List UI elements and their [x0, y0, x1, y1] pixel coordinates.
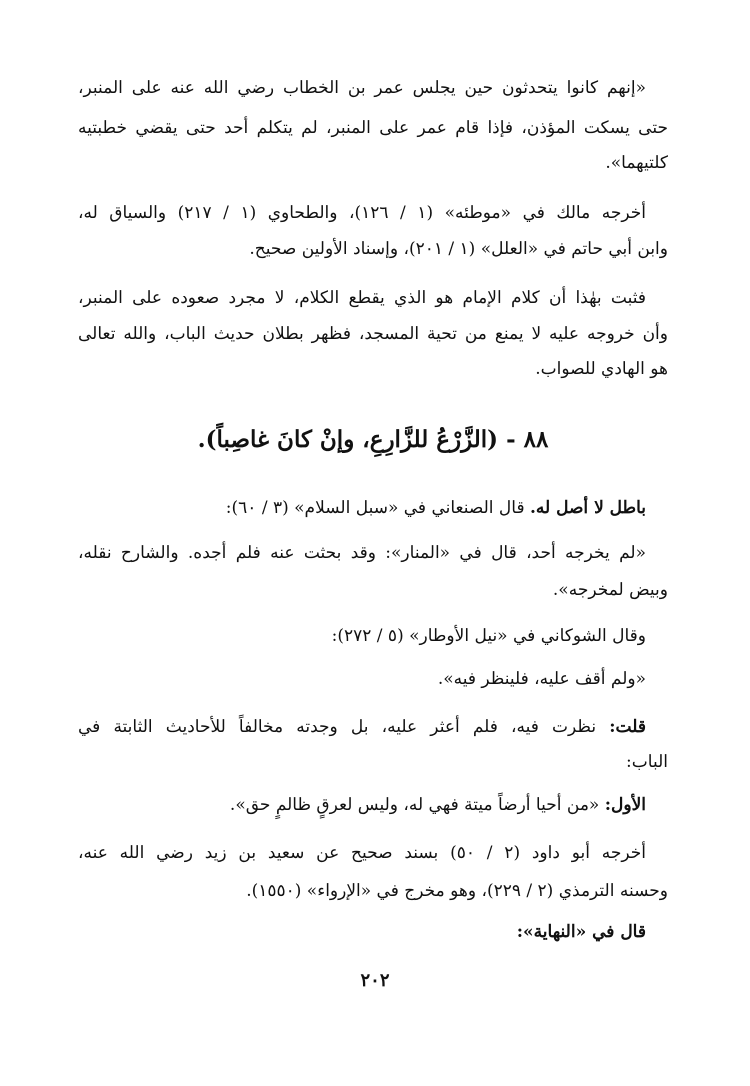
text-line: وابن أبي حاتم في «العلل» (١ / ٢٠١)، وإسناد الأولين صحيح. — [249, 239, 668, 259]
verdict-label: باطل لا أصل له. — [529, 498, 646, 518]
text-line: «لم يخرجه أحد، قال في «المنار»: وقد بحثت عنه فلم أجده. والشارح نقله، — [78, 543, 646, 563]
text-line: أخرجه أبو داود (٢ / ٥٠) بسند صحيح عن سعيد بن زيد رضي الله عنه، — [78, 843, 646, 863]
text-line: وحسنه الترمذي (٢ / ٢٢٩)، وهو مخرج في «الإرواء» (١٥٥٠). — [246, 881, 668, 901]
text-line: كلتيهما». — [605, 153, 668, 173]
text-line: هو الهادي للصواب. — [535, 359, 668, 379]
text-line: «إنهم كانوا يتحدثون حين يجلس عمر بن الخطاب رضي الله عنه على المنبر، — [78, 78, 646, 98]
page-number: ٢٠٢ — [360, 970, 390, 991]
first-label: الأول: — [604, 795, 646, 815]
nihaya-line — [78, 917, 668, 947]
text-line: «ولم أقف عليه، فلينظر فيه». — [437, 669, 646, 689]
qultu-text: نظرت فيه، فلم أعثر عليه، بل وجدته مخالفاً للأحاديث الثابتة في — [78, 717, 597, 737]
text-line: وأن خروجه عليه لا يمنع من تحية المسجد، فظهر بطلان حديث الباب، والله تعالى — [78, 324, 668, 344]
text-line: وبيض لمخرجه». — [552, 580, 668, 600]
text-line: فثبت بهٰذا أن كلام الإمام هو الذي يقطع الكلام، لا مجرد صعوده على المنبر، — [78, 288, 646, 308]
qultu-line — [78, 712, 668, 742]
verdict-text: قال الصنعاني في «سبل السلام» (٣ / ٦٠): — [225, 498, 525, 518]
hadith-heading: ٨٨ - (الزَّرْعُ للزَّارِعِ، وإنْ كانَ غاصِباً). — [197, 426, 549, 453]
text-line: وقال الشوكاني في «نيل الأوطار» (٥ / ٢٧٢): — [331, 626, 646, 646]
nihaya-label: قال في «النهاية»: — [516, 922, 646, 942]
text-line: أخرجه مالك في «موطئه» (١ / ١٢٦)، والطحاوي (١ / ٢١٧) والسياق له، — [78, 203, 646, 223]
verdict-line — [78, 493, 668, 523]
first-text: «من أحيا أرضاً ميتة فهي له، وليس لعرقٍ ظالمٍ حق». — [229, 795, 600, 815]
qultu-label: قلت: — [609, 717, 646, 737]
text-line: الباب: — [626, 752, 668, 772]
text-line: حتى يسكت المؤذن، فإذا قام عمر على المنبر، لم يتكلم أحد حتى يقضي خطبتيه — [78, 118, 668, 138]
first-evidence-line — [78, 790, 668, 820]
